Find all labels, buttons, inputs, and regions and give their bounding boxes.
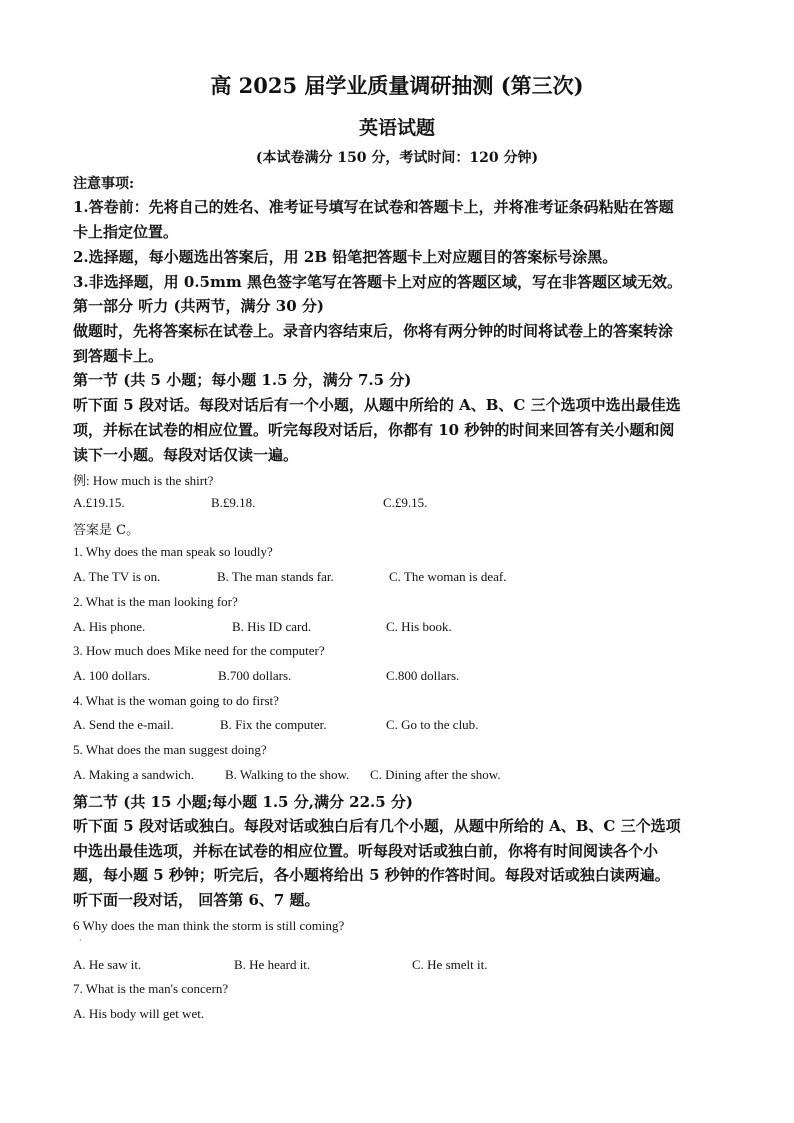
question-4-option-b: B. Fix the computer. (220, 717, 327, 732)
question-6: 6 Why does the man think the storm is still coming? (73, 918, 345, 933)
question-5-option-c: C. Dining after the show. (370, 767, 501, 782)
section1-instruction-line-1: 听下面 5 段对话。每段对话后有一个小题，从题中所给的 A、B、C 三个选项中选出最佳选 (73, 396, 681, 414)
question-2-option-c: C. His book. (386, 619, 452, 634)
notice-heading: 注意事项: (73, 176, 135, 192)
question-2-option-a: A. His phone. (73, 619, 146, 634)
exam-info: (本试卷满分 150 分，考试时间：120 分钟) (255, 150, 539, 166)
example-option-b: B.£9.18. (211, 495, 256, 510)
section2-instruction-line-4: 听下面一段对话， 回答第 6、7 题。 (73, 891, 320, 909)
question-7: 7. What is the man's concern? (73, 981, 229, 996)
question-4-option-c: C. Go to the club. (386, 717, 479, 732)
question-2-option-b: B. His ID card. (232, 619, 312, 634)
notice-item-1-line-2: 卡上指定位置。 (73, 223, 179, 241)
question-1-option-a: A. The TV is on. (73, 569, 161, 584)
section2-heading: 第二节 (共 15 小题;每小题 1.5 分,满分 22.5 分) (73, 793, 414, 811)
question-3-option-b: B.700 dollars. (218, 668, 292, 683)
question-2: 2. What is the man looking for? (73, 594, 238, 609)
question-3-option-a: A. 100 dollars. (73, 668, 151, 683)
notice-item-1-line-1: 1.答卷前：先将自己的姓名、准考证号填写在试卷和答题卡上，并将准考证条码粘贴在答题 (73, 198, 674, 216)
section1-heading: 第一节 (共 5 小题；每小题 1.5 分，满分 7.5 分) (73, 371, 412, 389)
example-option-c: C.£9.15. (383, 495, 428, 510)
question-1: 1. Why does the man speak so loudly? (73, 544, 273, 559)
question-1-option-c: C. The woman is deaf. (389, 569, 507, 584)
section2-instruction-line-2: 中选出最佳选项，并标在试卷的相应位置。听每段对话或独白前，你将有时间阅读各个小 (73, 842, 659, 860)
question-5-option-a: A. Making a sandwich. (73, 767, 194, 782)
question-7-option-a: A. His body will get wet. (73, 1006, 205, 1021)
notice-item-3: 3.非选择题，用 0.5mm 黑色签字笔写在答题卡上对应的答题区域，写在非答题区域无效。 (73, 273, 682, 291)
question-3: 3. How much does Mike need for the computer? (73, 643, 325, 658)
question-3-option-c: C.800 dollars. (386, 668, 460, 683)
notice-item-2: 2.选择题，每小题选出答案后，用 2B 铅笔把答题卡上对应题目的答案标号涂黑。 (73, 248, 618, 266)
question-6-option-a: A. He saw it. (73, 957, 142, 972)
section2-instruction-line-1: 听下面 5 段对话或独白。每段对话或独白后有几个小题，从题中所给的 A、B、C 三个选项 (73, 817, 681, 835)
example-answer: 答案是 C。 (73, 523, 140, 538)
question-6-option-c: C. He smelt it. (412, 957, 488, 972)
example-question: 例: How much is the shirt? (73, 473, 214, 488)
part1-heading: 第一部分 听力 (共两节，满分 30 分) (73, 297, 324, 315)
part1-instruction-line-1: 做题时，先将答案标在试卷上。录音内容结束后，你将有两分钟的时间将试卷上的答案转涂 (73, 322, 674, 340)
part1-instruction-line-2: 到答题卡上。 (73, 347, 164, 365)
section1-instruction-line-2: 项，并标在试卷的相应位置。听完每段对话后，你都有 10 秒钟的时间来回答有关小题和阅 (73, 421, 675, 439)
section1-instruction-line-3: 读下一小题。每段对话仅读一遍。 (73, 446, 299, 464)
section2-instruction-line-3: 题，每小题 5 秒钟；听完后，各小题将给出 5 秒钟的作答时间。每段对话或独白读两遍。 (73, 866, 670, 884)
stray-dot: · (79, 936, 82, 945)
question-1-option-b: B. The man stands far. (217, 569, 334, 584)
exam-title: 高 2025 届学业质量调研抽测 (第三次) (210, 73, 584, 98)
question-5-option-b: B. Walking to the show. (225, 767, 350, 782)
subject-title: 英语试题 (358, 117, 435, 139)
question-4-option-a: A. Send the e-mail. (73, 717, 174, 732)
question-4: 4. What is the woman going to do first? (73, 693, 279, 708)
question-6-option-b: B. He heard it. (234, 957, 311, 972)
question-5: 5. What does the man suggest doing? (73, 742, 267, 757)
example-option-a: A.£19.15. (73, 495, 125, 510)
